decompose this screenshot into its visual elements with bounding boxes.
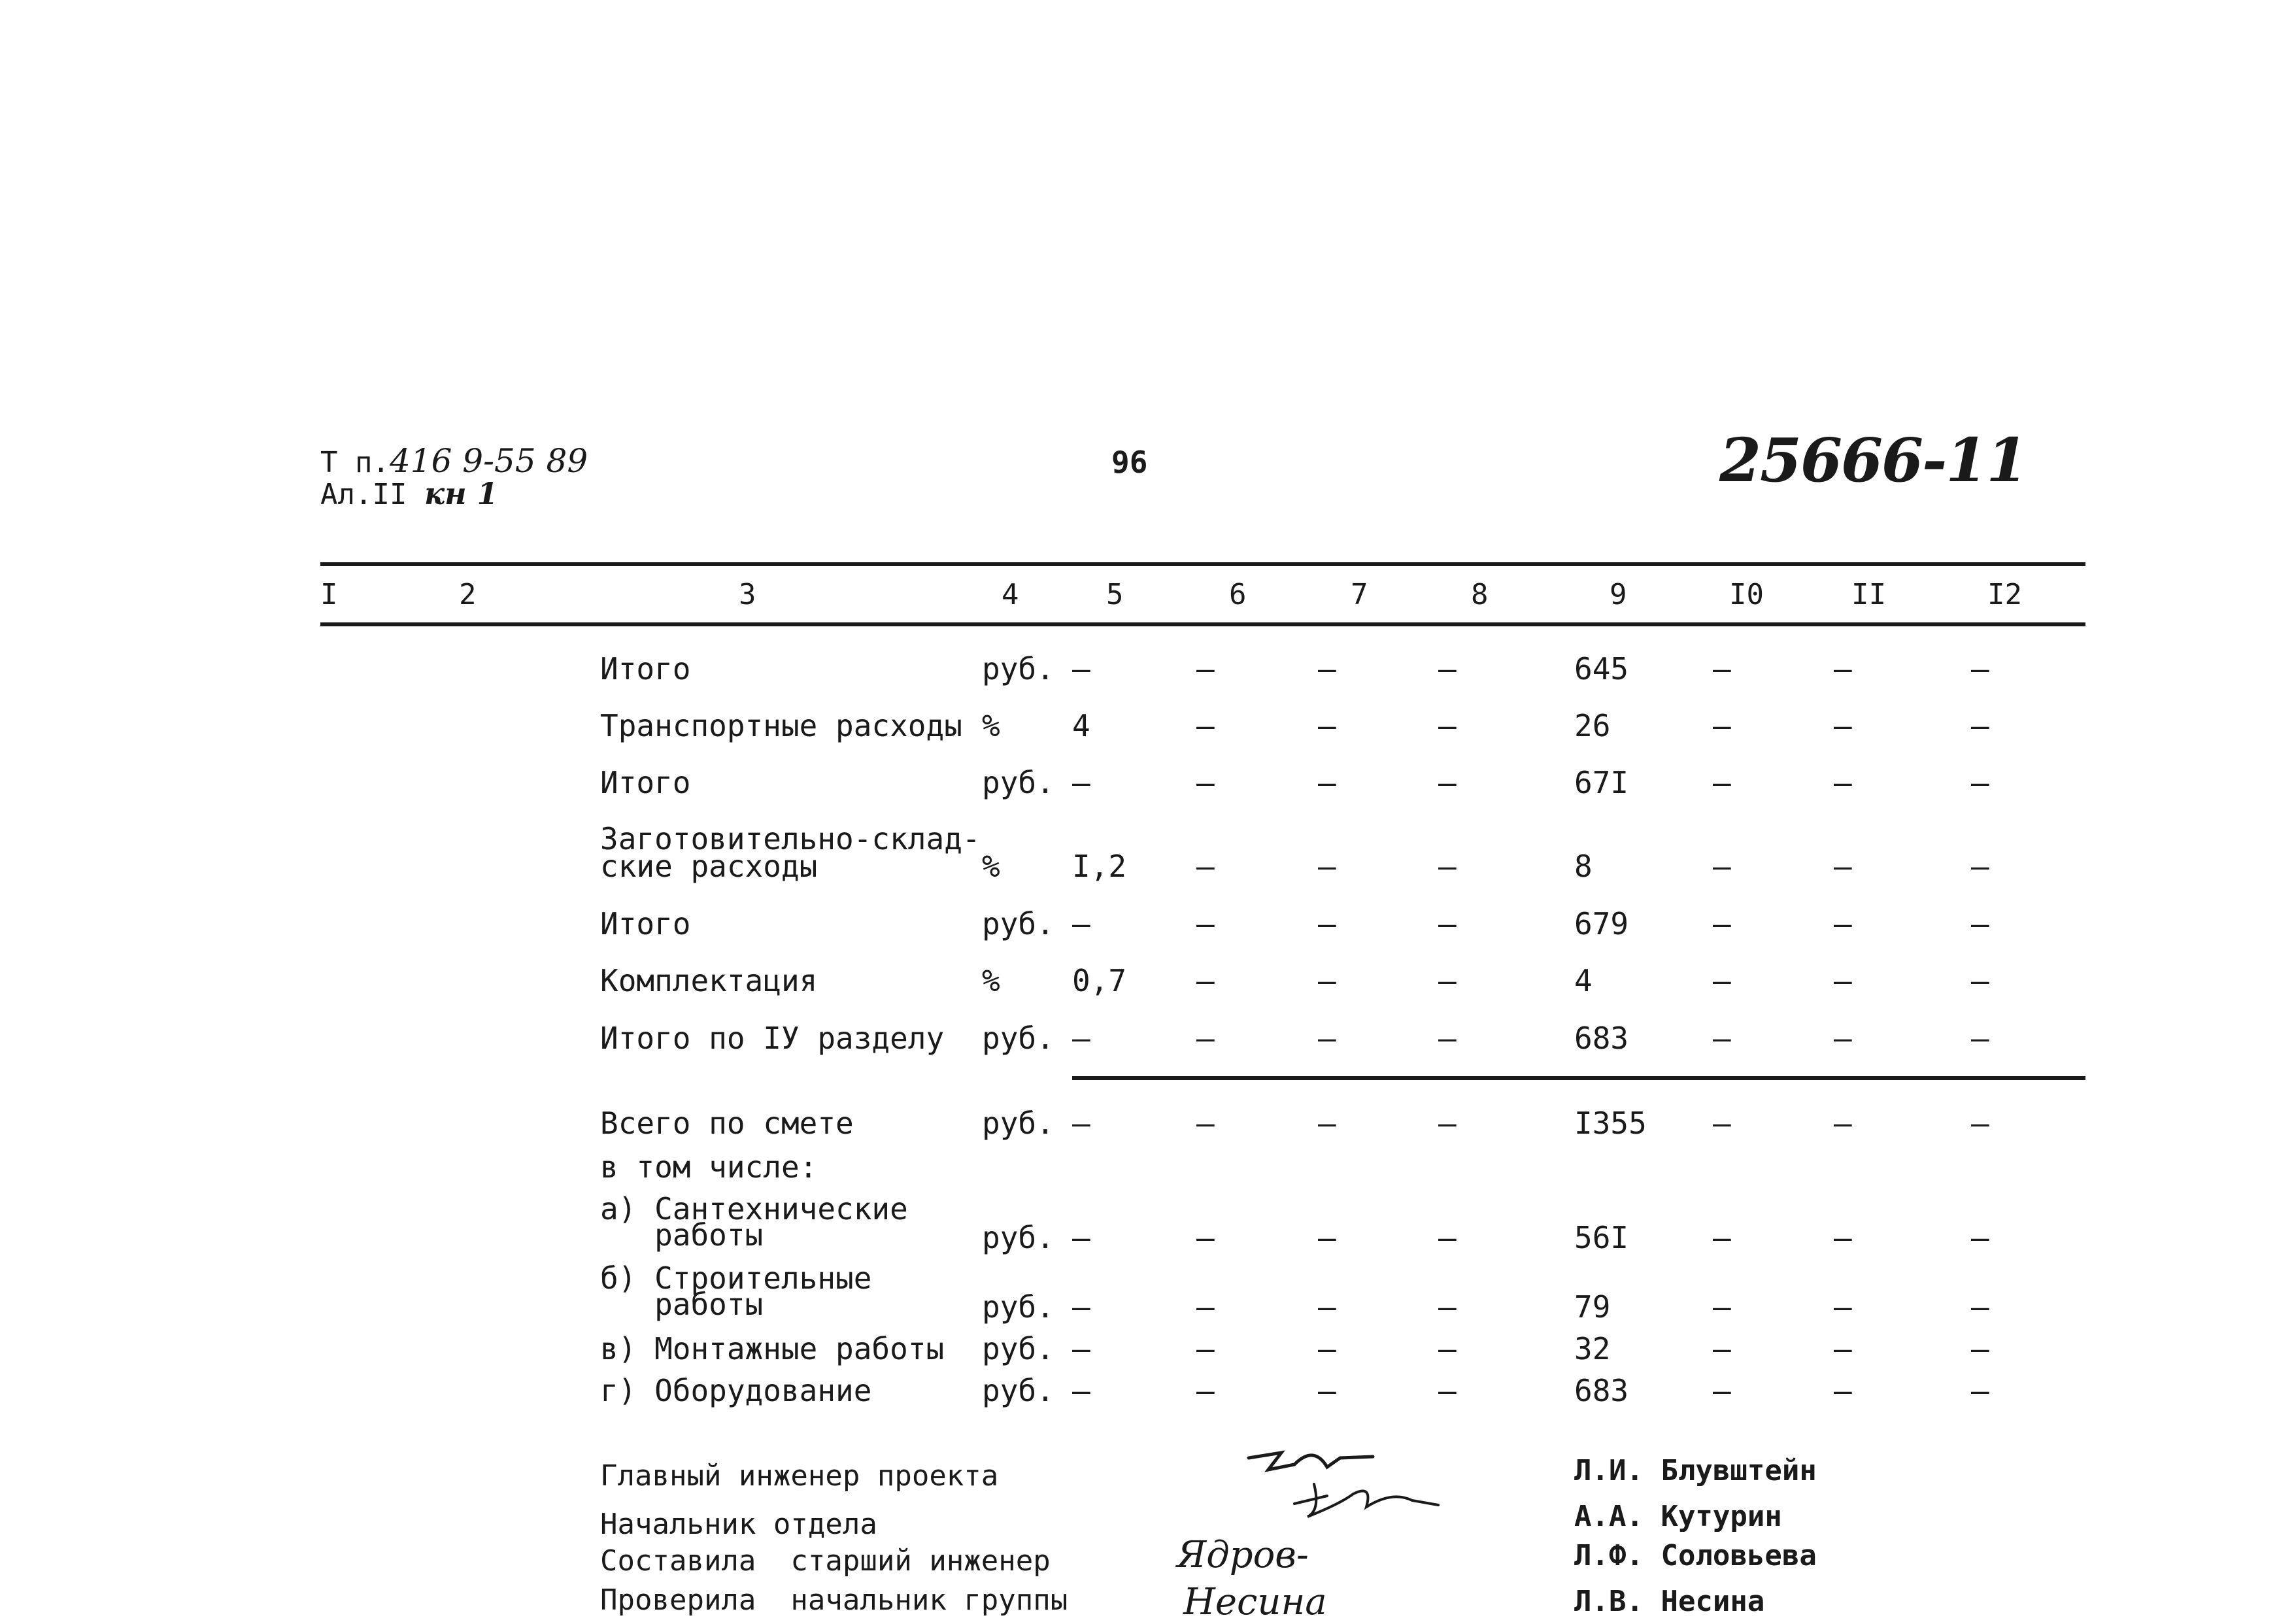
row-col10: – — [1713, 1289, 1731, 1325]
row-col9: 56I — [1574, 1220, 1629, 1255]
row-col10: – — [1713, 849, 1731, 884]
row-col12: – — [1971, 963, 1989, 998]
row-name: Итого по IУ разделу — [600, 1021, 945, 1056]
row-col11: – — [1834, 651, 1852, 686]
row-col9: 679 — [1574, 906, 1629, 941]
row-col11: – — [1834, 1331, 1852, 1366]
row-col5: 0,7 — [1072, 963, 1127, 998]
column-header-12: I2 — [1987, 578, 2022, 611]
signature-role: Составила старший инженер — [600, 1544, 1051, 1578]
column-header-7: 7 — [1351, 578, 1368, 611]
row-col11: – — [1834, 849, 1852, 884]
signature-name: Л.В. Несина — [1574, 1585, 1765, 1618]
row-unit: руб. — [982, 1373, 1054, 1408]
row-name-continued: ские расходы — [600, 849, 818, 884]
row-unit: % — [982, 963, 1000, 998]
signature-handwritten: Несина — [1183, 1581, 1327, 1623]
row-col10: – — [1713, 1220, 1731, 1255]
column-header-1: I — [320, 578, 338, 611]
row-col10: – — [1713, 1106, 1731, 1141]
row-name: б) Строительные — [600, 1260, 872, 1296]
row-name-continued: работы — [600, 1287, 764, 1322]
row-col5: – — [1072, 1106, 1090, 1141]
doc-reference-handwritten: 416 9-55 89 — [389, 442, 588, 480]
row-name: в том числе: — [600, 1149, 818, 1185]
row-name: Всего по смете — [600, 1106, 854, 1141]
row-col12: – — [1971, 1289, 1989, 1325]
row-col12: – — [1971, 906, 1989, 941]
row-col7: – — [1318, 1373, 1336, 1408]
row-col12: – — [1971, 708, 1989, 743]
table-top-rule — [320, 562, 2085, 566]
row-col9: 26 — [1574, 708, 1611, 743]
row-col7: – — [1318, 1021, 1336, 1056]
row-col11: – — [1834, 963, 1852, 998]
row-col5: – — [1072, 651, 1090, 686]
row-name: в) Монтажные работы — [600, 1331, 945, 1366]
column-header-8: 8 — [1471, 578, 1489, 611]
inventory-number: 25666-11 — [1719, 425, 2027, 496]
row-col12: – — [1971, 849, 1989, 884]
row-col9: I355 — [1574, 1106, 1647, 1141]
row-col10: – — [1713, 1373, 1731, 1408]
row-col12: – — [1971, 1220, 1989, 1255]
row-col8: – — [1438, 963, 1457, 998]
row-col11: – — [1834, 765, 1852, 800]
row-col9: 32 — [1574, 1331, 1611, 1366]
row-unit: руб. — [982, 651, 1054, 686]
row-col10: – — [1713, 906, 1731, 941]
album-reference — [320, 476, 498, 511]
table-header-rule — [320, 622, 2085, 626]
row-col12: – — [1971, 1021, 1989, 1056]
column-header-2: 2 — [459, 578, 477, 611]
row-name: Заготовительно-склад- — [600, 821, 981, 856]
row-name: Итого — [600, 906, 691, 941]
row-unit: % — [982, 849, 1000, 884]
row-col7: – — [1318, 765, 1336, 800]
row-col11: – — [1834, 1106, 1852, 1141]
row-col8: – — [1438, 849, 1457, 884]
row-col10: – — [1713, 708, 1731, 743]
row-col9: 683 — [1574, 1373, 1629, 1408]
row-col7: – — [1318, 1289, 1336, 1325]
row-col7: – — [1318, 651, 1336, 686]
row-col9: 8 — [1574, 849, 1593, 884]
row-col6: – — [1196, 906, 1215, 941]
signature-name: Л.И. Блувштейн — [1574, 1454, 1817, 1487]
row-col8: – — [1438, 1331, 1457, 1366]
doc-reference-typed: Т п. — [320, 446, 390, 479]
column-header-6: 6 — [1229, 578, 1247, 611]
row-col11: – — [1834, 1289, 1852, 1325]
row-unit: руб. — [982, 765, 1054, 800]
signature-name: А.А. Кутурин — [1574, 1500, 1782, 1533]
row-name: Транспортные расходы — [600, 708, 962, 743]
row-col7: – — [1318, 1331, 1336, 1366]
row-col6: – — [1196, 1373, 1215, 1408]
signature-role: Проверила начальник группы — [600, 1583, 1068, 1617]
row-name: а) Сантехнические — [600, 1191, 908, 1226]
column-header-5: 5 — [1106, 578, 1124, 611]
row-name-continued: работы — [600, 1217, 764, 1253]
row-col6: – — [1196, 651, 1215, 686]
row-col6: – — [1196, 1331, 1215, 1366]
row-name: Комплектация — [600, 963, 818, 998]
row-col7: – — [1318, 906, 1336, 941]
row-col6: – — [1196, 1289, 1215, 1325]
row-col7: – — [1318, 1220, 1336, 1255]
row-col6: – — [1196, 1021, 1215, 1056]
row-col8: – — [1438, 651, 1457, 686]
row-col11: – — [1834, 906, 1852, 941]
row-col8: – — [1438, 1021, 1457, 1056]
row-col5: – — [1072, 1220, 1090, 1255]
row-col5: – — [1072, 765, 1090, 800]
row-unit: руб. — [982, 1106, 1054, 1141]
row-col8: – — [1438, 765, 1457, 800]
row-col10: – — [1713, 651, 1731, 686]
row-col8: – — [1438, 708, 1457, 743]
row-col5: 4 — [1072, 708, 1090, 743]
album-reference-handwritten: кн 1 — [424, 476, 498, 511]
row-col9: 79 — [1574, 1289, 1611, 1325]
column-header-3: 3 — [739, 578, 756, 611]
row-unit: % — [982, 708, 1000, 743]
row-col11: – — [1834, 1021, 1852, 1056]
signature-scribble-2 — [1281, 1471, 1451, 1530]
row-col6: – — [1196, 1106, 1215, 1141]
row-unit: руб. — [982, 1331, 1054, 1366]
row-col9: 67I — [1574, 765, 1629, 800]
row-col7: – — [1318, 849, 1336, 884]
row-col5: – — [1072, 1373, 1090, 1408]
row-col12: – — [1971, 1106, 1989, 1141]
signature-name: Л.Ф. Соловьева — [1574, 1539, 1817, 1572]
signature-role: Начальник отдела — [600, 1508, 877, 1541]
row-col5: I,2 — [1072, 849, 1127, 884]
row-col7: – — [1318, 1106, 1336, 1141]
row-name: Итого — [600, 651, 691, 686]
row-col8: – — [1438, 906, 1457, 941]
row-col9: 4 — [1574, 963, 1593, 998]
album-reference-typed: Ал.II — [320, 478, 407, 511]
row-name: Итого — [600, 765, 691, 800]
row-unit: руб. — [982, 1220, 1054, 1255]
row-col8: – — [1438, 1220, 1457, 1255]
row-unit: руб. — [982, 1021, 1054, 1056]
column-header-11: II — [1851, 578, 1886, 611]
column-header-4: 4 — [1002, 578, 1019, 611]
row-col5: – — [1072, 1331, 1090, 1366]
signature-role: Главный инженер проекта — [600, 1459, 999, 1493]
row-name: г) Оборудование — [600, 1373, 872, 1408]
row-col5: – — [1072, 1021, 1090, 1056]
section-total-rule — [1072, 1076, 2085, 1080]
row-col6: – — [1196, 708, 1215, 743]
row-col12: – — [1971, 1331, 1989, 1366]
row-col9: 683 — [1574, 1021, 1629, 1056]
row-col7: – — [1318, 708, 1336, 743]
row-col12: – — [1971, 765, 1989, 800]
row-col10: – — [1713, 1331, 1731, 1366]
row-col11: – — [1834, 1220, 1852, 1255]
row-unit: руб. — [982, 1289, 1054, 1325]
row-col6: – — [1196, 963, 1215, 998]
row-unit: руб. — [982, 906, 1054, 941]
row-col12: – — [1971, 651, 1989, 686]
column-header-10: I0 — [1729, 578, 1764, 611]
row-col9: 645 — [1574, 651, 1629, 686]
row-col12: – — [1971, 1373, 1989, 1408]
row-col8: – — [1438, 1373, 1457, 1408]
row-col11: – — [1834, 708, 1852, 743]
row-col11: – — [1834, 1373, 1852, 1408]
row-col8: – — [1438, 1289, 1457, 1325]
row-col5: – — [1072, 1289, 1090, 1325]
row-col6: – — [1196, 1220, 1215, 1255]
column-header-9: 9 — [1610, 578, 1627, 611]
row-col10: – — [1713, 765, 1731, 800]
row-col5: – — [1072, 906, 1090, 941]
row-col10: – — [1713, 963, 1731, 998]
doc-reference — [320, 442, 588, 480]
row-col6: – — [1196, 849, 1215, 884]
row-col6: – — [1196, 765, 1215, 800]
row-col8: – — [1438, 1106, 1457, 1141]
row-col10: – — [1713, 1021, 1731, 1056]
row-col7: – — [1318, 963, 1336, 998]
signature-handwritten: Ядров- — [1177, 1534, 1309, 1576]
page-number: 96 — [1111, 445, 1148, 480]
